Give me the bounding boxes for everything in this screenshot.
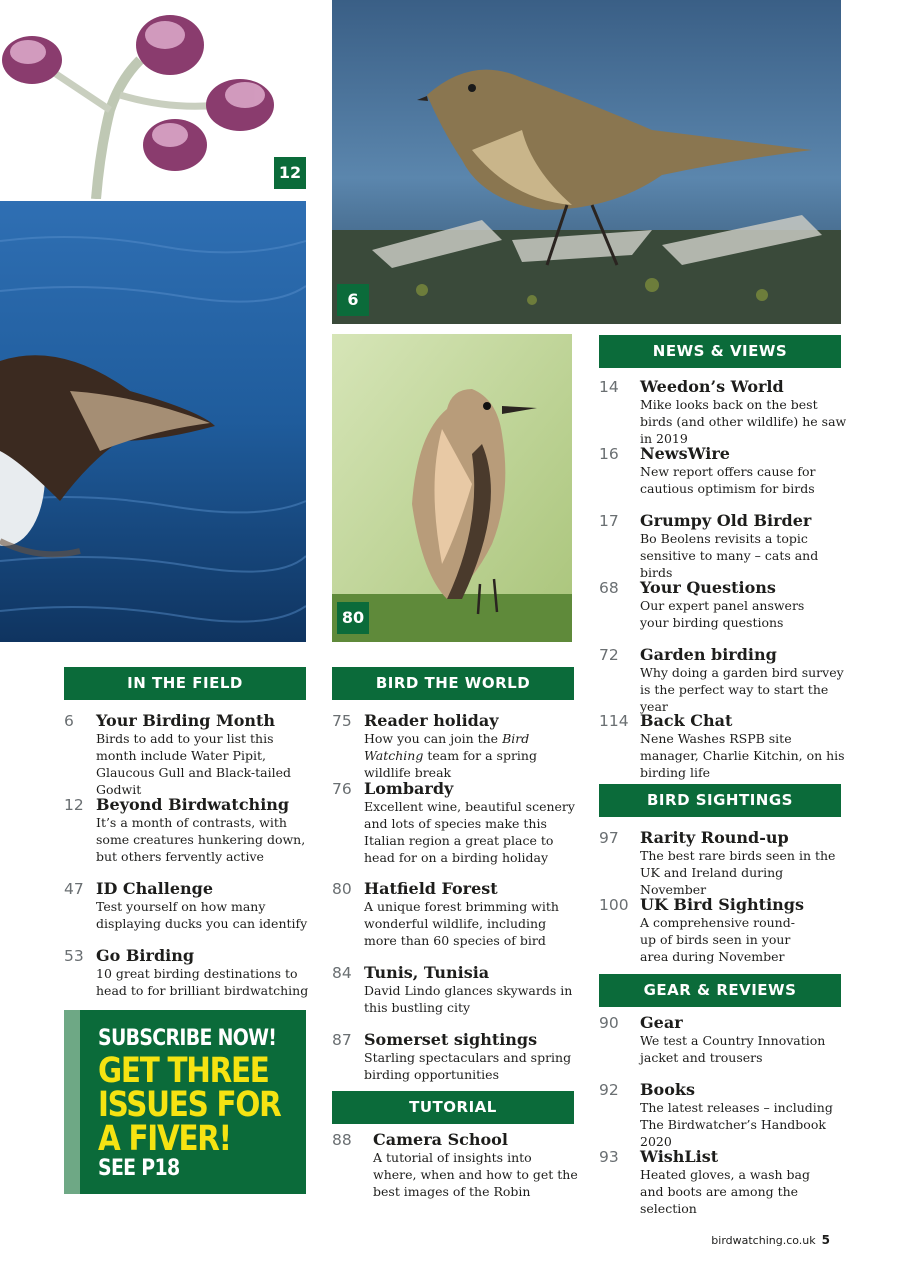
page-number: 100 (599, 896, 629, 914)
pipit-photo (332, 0, 841, 324)
page-number: 72 (599, 646, 619, 664)
toc-entry[interactable] (599, 645, 849, 714)
entry-title: Go Birding (96, 946, 195, 965)
toc-entry[interactable] (599, 578, 849, 632)
entry-title: ID Challenge (96, 879, 213, 898)
entry-description: 10 great birding destinations to head to for brilliant birdwatching (96, 966, 309, 998)
page-number: 88 (332, 1131, 352, 1149)
page-number: 84 (332, 964, 352, 982)
toc-entry[interactable] (64, 879, 314, 933)
entry-title: Tunis, Tunisia (364, 963, 490, 982)
entry-title: WishList (640, 1147, 719, 1166)
section-heading-news-views: NEWS & VIEWS (599, 335, 841, 368)
entry-description: Our expert panel answers your birding questions (640, 598, 805, 630)
page-number: 97 (599, 829, 619, 847)
toc-entry[interactable] (599, 444, 849, 498)
section-heading-bird-sightings: BIRD SIGHTINGS (599, 784, 841, 817)
toc-entry[interactable] (599, 511, 849, 580)
entry-description: Heated gloves, a wash bag and boots are among the selection (640, 1167, 810, 1216)
entry-description: Why doing a garden bird survey is the perfect way to start the year (640, 665, 844, 714)
entry-title: Garden birding (640, 645, 777, 664)
page-number: 87 (332, 1031, 352, 1049)
toc-entry[interactable] (599, 828, 849, 897)
entry-title: Lombardy (364, 779, 454, 798)
entry-title: Hatfield Forest (364, 879, 498, 898)
page-number: 47 (64, 880, 84, 898)
page-number: 93 (599, 1148, 619, 1166)
section-heading-gear-reviews: GEAR & REVIEWS (599, 974, 841, 1007)
entry-description: Test yourself on how many displaying ducks you can identify (96, 899, 308, 931)
entry-description: A comprehensive round-up of birds seen in your area during November (640, 915, 795, 964)
page-number: 80 (332, 880, 352, 898)
entry-description: It’s a month of contrasts, with some creatures hunkering down, but others fervently active (96, 815, 306, 864)
entry-title: Somerset sightings (364, 1030, 538, 1049)
entry-description: Nene Washes RSPB site manager, Charlie Kitchin, on his birding life (640, 731, 845, 780)
toc-entry[interactable] (599, 377, 849, 446)
entry-description: New report offers cause for cautious optimism for birds (640, 464, 816, 496)
toc-entry[interactable] (332, 963, 582, 1017)
promo-offer-line: ISSUES FOR (98, 1085, 281, 1125)
entry-title: Your Birding Month (96, 711, 276, 730)
promo-stripe (64, 1010, 80, 1194)
entry-description: Mike looks back on the best birds (and other wildlife) he saw in 2019 (640, 397, 847, 446)
entry-title: Reader holiday (364, 711, 499, 730)
toc-entry[interactable] (599, 1013, 849, 1067)
toc-entry[interactable] (64, 711, 314, 797)
footer-site[interactable]: birdwatching.co.uk (711, 1234, 816, 1247)
toc-entry[interactable] (332, 711, 582, 780)
entry-title: Your Questions (640, 578, 776, 597)
page-number: 17 (599, 512, 619, 530)
promo-offer-line: GET THREE (98, 1051, 269, 1091)
page-number: 14 (599, 378, 619, 396)
toc-entry[interactable] (64, 946, 314, 1000)
entry-description: The best rare birds seen in the UK and Ireland during November (640, 848, 836, 897)
photo-page-badge: 80 (337, 602, 369, 634)
section-heading-tutorial: TUTORIAL (332, 1091, 574, 1124)
desc-text: team for a spring wildlife break (364, 748, 537, 780)
section-heading-bird-the-world: BIRD THE WORLD (332, 667, 574, 700)
page-number: 76 (332, 780, 352, 798)
photo-page-badge: 12 (274, 157, 306, 189)
entry-title: Weedon’s World (640, 377, 784, 396)
entry-title: UK Bird Sightings (640, 895, 804, 914)
toc-entry[interactable] (599, 711, 849, 780)
toc-entry[interactable] (64, 795, 314, 865)
toc-entry[interactable] (332, 879, 582, 949)
page-number: 75 (332, 712, 352, 730)
entry-description: The latest releases – including The Birdwatcher’s Handbook 2020 (640, 1100, 833, 1149)
toc-entry[interactable] (599, 895, 849, 965)
toc-entry[interactable] (599, 1147, 849, 1216)
entry-title: Beyond Birdwatching (96, 795, 290, 814)
entry-description: David Lindo glances skywards in this bustling city (364, 983, 573, 1015)
entry-description (364, 730, 578, 781)
subscribe-promo[interactable] (64, 1010, 306, 1194)
desc-emphasis: Bird Watching (364, 731, 530, 763)
duck-photo (0, 201, 306, 642)
page-number: 68 (599, 579, 619, 597)
entry-description: A tutorial of insights into where, when and how to get the best images of the Robin (373, 1150, 578, 1199)
page-number: 92 (599, 1081, 619, 1099)
entry-title: Rarity Round-up (640, 828, 789, 847)
page-number: 12 (64, 796, 84, 814)
entry-description: Birds to add to your list this month include Water Pipit, Glaucous Gull and Black-tailed Godwit (96, 731, 292, 797)
toc-entry[interactable] (332, 779, 582, 867)
page-number: 114 (599, 712, 629, 730)
entry-title: Grumpy Old Birder (640, 511, 812, 530)
page-number: 90 (599, 1014, 619, 1032)
entry-description: We test a Country Innovation jacket and trousers (640, 1033, 826, 1065)
entry-title: Back Chat (640, 711, 733, 730)
promo-headline: SUBSCRIBE NOW! (98, 1026, 277, 1051)
entry-description: A unique forest brimming with wonderful wildlife, including more than 60 species of bird (364, 899, 559, 948)
flower-photo (0, 0, 306, 199)
page-footer (711, 1233, 830, 1247)
entry-title: Camera School (373, 1130, 508, 1149)
entry-title: Books (640, 1080, 695, 1099)
toc-entry[interactable] (332, 1030, 582, 1084)
entry-title: NewsWire (640, 444, 730, 463)
page-number: 16 (599, 445, 619, 463)
entry-description: Excellent wine, beautiful scenery and lots of species make this Italian region a great place to head for on a birding holiday (364, 799, 575, 865)
entry-description: Starling spectaculars and spring birding opportunities (364, 1050, 572, 1082)
promo-offer-line: A FIVER! (98, 1119, 231, 1159)
page-number: 6 (64, 712, 74, 730)
section-heading-in-the-field: IN THE FIELD (64, 667, 306, 700)
toc-entry[interactable] (332, 1130, 582, 1200)
entry-description: Bo Beolens revisits a topic sensitive to many – cats and birds (640, 531, 819, 580)
folio-number: 5 (821, 1233, 830, 1247)
entry-title: Gear (640, 1013, 683, 1032)
desc-text: How you can join the (364, 731, 503, 746)
photo-page-badge: 6 (337, 284, 369, 316)
promo-page-ref: SEE P18 (98, 1156, 180, 1181)
wheatear-photo (332, 334, 572, 642)
toc-entry[interactable] (599, 1080, 849, 1149)
page-number: 53 (64, 947, 84, 965)
